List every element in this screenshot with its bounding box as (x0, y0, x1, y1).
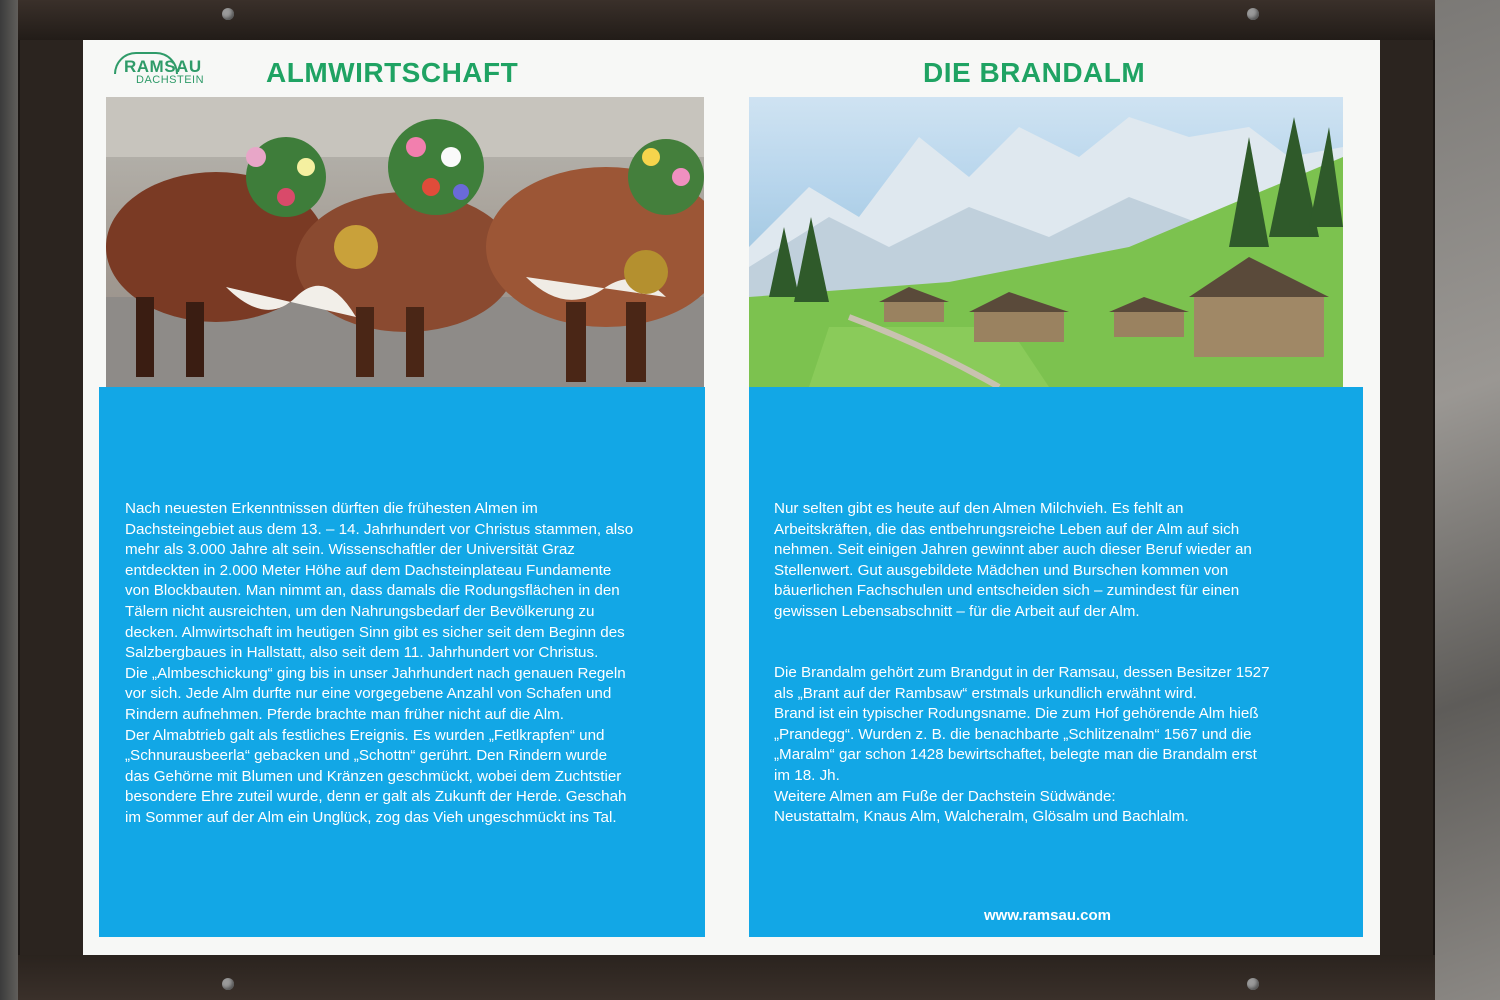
screw-icon (1247, 8, 1259, 20)
screw-icon (222, 8, 234, 20)
ramsau-logo (112, 52, 212, 86)
cows-illustration (106, 97, 704, 387)
brandalm-text-2: Die Brandalm gehört zum Brandgut in der Ramsau, dessen Besitzer 1527 als „Brant auf der Rambsaw“ erstmals urkundlich erwähnt wird. Brand ist ein typischer Rodungsname. Die zum Hof gehörende Alm hieß „Prandegg“. Wurden z. B. die benachbarte „Schlitzenalm“ 1567 und die „Maralm“ gar schon 1428 bewirtschaftet, belegte man die Brandalm erst im 18. Jh. Weitere Almen am Fuße der Dachstein Südwände: Neustattalm, Knaus Alm, Walcheralm, Glösalm und Bachlalm. (774, 664, 1270, 826)
frame-bottom-beam (18, 955, 1435, 1000)
title-brandalm: DIE BRANDALM (923, 57, 1146, 88)
alm-illustration (749, 97, 1343, 387)
brandalm-text-1: Nur selten gibt es heute auf den Almen Milchvieh. Es fehlt an Arbeitskräften, die das entbehrungsreiche Leben auf der Alm auf sich nehmen. Seit einigen Jahren gewinnt aber auch dieser Beruf wieder an Stellenwert. Gut ausgebildete Mädchen und Burschen kommen von bäuerlichen Fachschulen und entscheiden sich – zumindest für einen gewissen Lebensabschnitt – für die Arbeit auf der Alm. (774, 500, 1252, 620)
title-almwirtschaft: ALMWIRTSCHAFT (266, 57, 519, 88)
website-link: www.ramsau.com (984, 907, 1111, 924)
almwirtschaft-text: Nach neuesten Erkenntnissen dürften die frühesten Almen im Dachsteingebiet aus dem 13. – 14. Jahrhundert vor Christus stammen, also mehr als 3.000 Jahre alt sein. Wissenschaftler der Universität Graz entdeckten in 2.000 Meter Höhe auf dem Dachsteinplateau Fundamente von Blockbauten. Man nimmt an, dass damals die Rodungsflächen in den Tälern nicht ausreichten, um den Nahrungsbedarf der Bevölkerung zu decken. Almwirtschaft im heutigen Sinn gibt es sicher seit dem Beginn des Salzbergbaues in Hallstatt, also seit dem 11. Jahrhundert vor Christus. Die „Almbeschickung“ ging bis in unser Jahrhundert nach genauen Regeln vor sich. Jede Alm durfte nur eine vorgegebene Anzahl von Schafen und Rindern aufnehmen. Pferde brachte man früher nicht auf die Alm. Der Almabtrieb galt als festliches Ereignis. Es wurden „Fetlkrapfen“ und „Schnurausbeerla“ gebacken und „Schottn“ gerührt. Den Rindern wurde das Gehörne mit Blumen und Kränzen geschmückt, wobei dem Zuchtstier besondere Ehre zuteil wurde, denn er galt als Zukunft der Herde. Geschah im Sommer auf der Alm ein Unglück, zog das Vieh ungeschmückt ins Tal. (125, 500, 634, 826)
logo-brand: RAMSAU (124, 57, 202, 76)
photo-decorated-cows (106, 97, 704, 387)
text-panel-right (749, 387, 1363, 937)
photo-brandalm (749, 97, 1343, 387)
frame-top-beam (18, 0, 1435, 40)
logo-sub: DACHSTEIN (136, 74, 205, 86)
screw-icon (1247, 978, 1259, 990)
screw-icon (222, 978, 234, 990)
text-panel-left (99, 387, 705, 937)
